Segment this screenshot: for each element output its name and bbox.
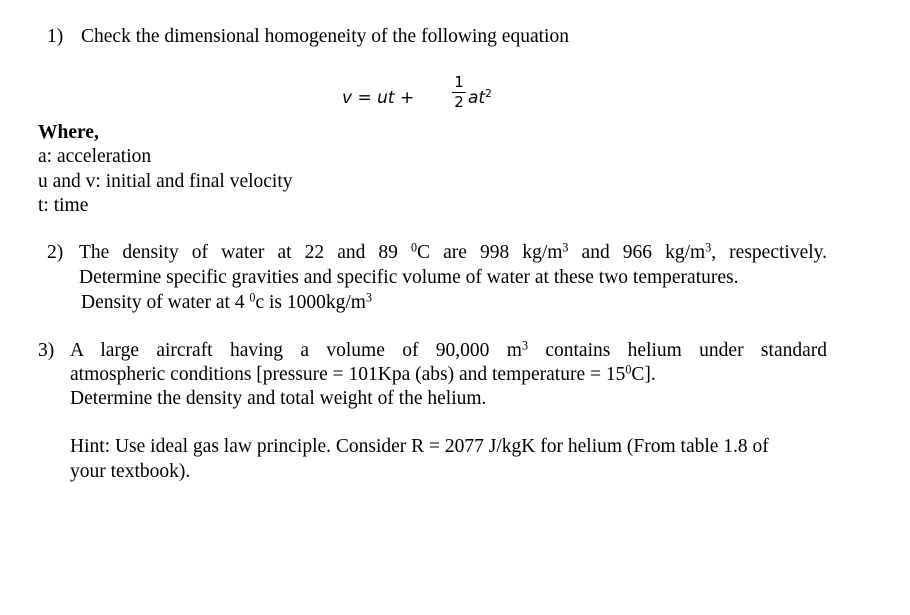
question-1	[47, 25, 569, 49]
question-3-line-1	[70, 339, 827, 363]
question-2-line-3	[81, 291, 372, 315]
hint-line-1: Hint: Use ideal gas law principle. Consider R = 2077 J/kgK for helium (From table 1.8 of	[70, 436, 769, 457]
question-2-number: 2)	[47, 242, 64, 263]
degree-superscript: 0	[411, 240, 418, 255]
equation-exponent: 2	[485, 88, 492, 101]
cubic-superscript: 3	[365, 290, 373, 305]
q2-text-c: and 966 kg/m	[568, 242, 706, 263]
equation-rhs-group	[468, 88, 492, 108]
cubic-superscript: 3	[562, 240, 569, 255]
question-3-number: 3)	[38, 340, 55, 361]
fraction-numerator: 1	[454, 73, 464, 91]
q3-conditions-text-a: atmospheric conditions [pressure = 101Kpa (abs) and temperature = 15	[70, 364, 626, 385]
question-1-number: 1)	[47, 26, 64, 47]
equation-fraction	[452, 74, 466, 111]
question-1-text: Check the dimensional homogeneity of the following equation	[81, 26, 569, 47]
definition-velocity: u and v: initial and final velocity	[38, 171, 293, 192]
q2-text-d: , respectively.	[711, 242, 827, 263]
question-3-line-3: Determine the density and total weight of the helium.	[70, 388, 487, 409]
degree-superscript: 0	[249, 290, 256, 305]
cubic-superscript: 3	[705, 240, 712, 255]
q3-conditions-text-b: C].	[631, 364, 656, 385]
question-2-line-1	[79, 241, 827, 265]
q2-density-text-a: Density of water at 4	[81, 292, 250, 313]
q2-text-b: C are 998 kg/m	[417, 242, 563, 263]
definition-time: t: time	[38, 195, 89, 216]
equation-rhs: at	[468, 88, 486, 108]
degree-superscript: 0	[625, 362, 632, 377]
q2-density-text-b: c is 1000kg/m	[255, 292, 366, 313]
fraction-denominator: 2	[454, 93, 464, 112]
question-2-line-2: Determine specific gravities and specific volume of water at these two temperatures.	[79, 267, 739, 288]
hint-line-2: your textbook).	[70, 461, 191, 482]
equation-lhs: v = ut +	[342, 88, 415, 108]
q3-text-a: A large aircraft having a volume of 90,000 m	[70, 340, 522, 361]
cubic-superscript: 3	[521, 338, 528, 353]
q3-text-b: contains helium under standard	[528, 340, 827, 361]
definition-acceleration: a: acceleration	[38, 146, 152, 167]
q2-text-a: The density of water at 22 and 89	[79, 242, 411, 263]
where-heading: Where,	[38, 122, 99, 143]
question-3-line-2	[70, 363, 656, 387]
